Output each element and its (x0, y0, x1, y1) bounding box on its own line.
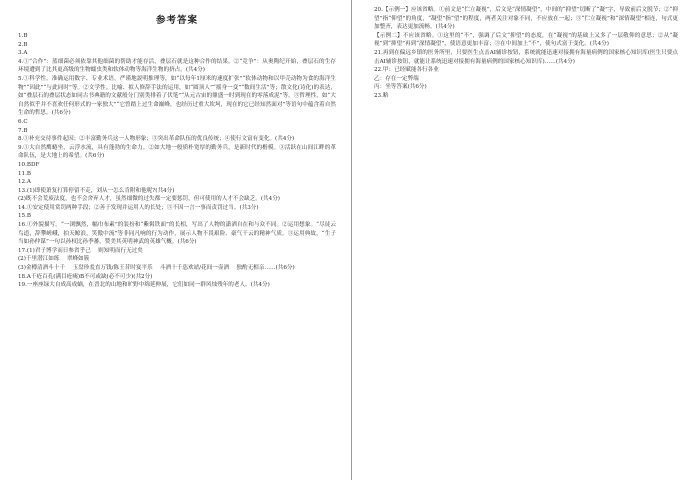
answer-item: 14.①安定使用赏罚两种手段；②善于发现并运用人的长处；③不因一言一事而责罚过当。(共3分) (18, 204, 259, 211)
answer-item: (2)既不会荒废法度，也不会舍弃人才，虽然细微的过失都一定要惩罚，但可使用的人才不会缺乏。(共4分) (18, 196, 280, 203)
answer-item: (2)千里潜江如练 翠峰如簇 (18, 256, 90, 263)
answer-item: 22.甲：已经赋能各行各业 (374, 67, 439, 74)
answer-item: 3.A (18, 50, 28, 57)
answer-item: 10.BDF (18, 161, 40, 168)
answer-item: 9.①大自然鹰蜷坐，云浮水流，具有蓬勃的生命力。②如大地一般质朴宽厚的勤务兵，是新时代的楷模。③活跃在山间江畔的革命队伍，是大地上的希望。(共6分) (18, 144, 336, 160)
answer-item: 1.B (18, 33, 28, 39)
answer-item: 11.B (18, 170, 32, 177)
answer-item: 8.①补充交待事件起因；②丰富勤务兵这一人物形象；③突出革命队伍的优良传统；④使行文富有变化。(共4分) (18, 136, 295, 143)
answer-item: 4.①“合作”：蓝细菌必须依靠其他细菌的帮助才能存活，叠层石就是这种合作的结果。②“竞争”：从奥陶纪开始，叠层石的生存环境遭到了比其更高级的生物蠕虫类和软体动物等海洋生物的挤占。(共4分) (18, 58, 336, 74)
answer-item: 7.B (18, 127, 28, 134)
answer-item: 丙：坐等答案(共6分) (374, 84, 427, 91)
answer-item: 2.B (18, 41, 28, 48)
answer-item: 17.(1)君子博学而日参省乎己 则知明而行无过矣 (18, 247, 143, 254)
answer-item: 20.【示例一】应该省略。①前文是“伫立凝视”，后文是“深情凝望”，中间的“抑望”切断了“凝”字，导致前后文脱节；②“抑望”指“仰望”的角度，“凝望”指“望”的程度，两者关注对象不同，不应放在一起；③“伫立凝视”和“深情凝望”相连，句式更加整齐，表达更加流畅。(共4分) (374, 7, 678, 31)
answer-item: 21.再到在偏远乡镇的医务所里，只要医生点击AI辅诊按钮，系统就能迅速对接拥有海量病例的国家核心知识库(医生只要点击AI辅诊按钮，就能让系统迅速对接拥有海量病例的国家核心知识库)……(共4分) (374, 49, 678, 65)
answer-item: 乙：存在一定弊端 (374, 75, 419, 82)
answer-item: 15.B (18, 213, 32, 220)
column-divider (351, 0, 352, 480)
left-column (18, 6, 336, 290)
answer-item: 12.A (18, 179, 31, 186)
answer-item: 6.C (18, 118, 28, 125)
answer-item: 23.略 (374, 92, 389, 99)
answer-item: 18.A千疮百孔(满目疮痍)B不可或缺(必不可少)(共2分) (18, 273, 153, 280)
answer-item: 16.①外貌描写。“一浏飘然，幅巾布素”的装扮和“紫髯铁面”的长相，写出了人物的潇洒自在和与众不同。②运用想象。“尽徒云鸟道，辞攀嵯峨，拍天鲸浪，笑傲中流”等非同凡响的行为动作，展示人物不畏艰险、豪气干云的精神气质。③运用典故，“生子当如孙仲谋”一句以孙权比孙季蕃，赞美其英明神武的英雄气概。(共6分) (18, 222, 336, 246)
answer-item: 5.①科学性。准确运用数字、专业术语，严谨地説明推理等，如“以每年1厘米的速度扩张”“软体动物和以甲壳动物为食的海洋生物”“因此”“与此同时”等。②文学性。比喻、拟人修辞手法的运用，如“圆顶人”“摇身一变”“数间生活”等；散文化(诗化)的表达，如“叠层石的叠层状态如同古书典籍的文献般分门别类排着了伏笔”“从元古宙的鼎盛一时到现在的零落成泥”等。③哲理性，如“大自然似乎并不喜欢任何形式的一家独大”“它曾踏上过生命巅峰，也经历过重大坎坷，现在的它已经知然面对”等语句中蕴含着自然生命的哲思。(共6分) (18, 75, 336, 117)
answer-item: 19.一座座绿大自成高成蜗，在晋北的山地和旷野中绵延伸展，它们如同一群风烛残年的老人。(共4分) (18, 282, 270, 289)
page-title: 参考答案 (155, 15, 198, 26)
right-column (374, 6, 678, 101)
answer-item: 【示例二】不应该省略。①这里的“不”，强调了后文“抑望”的态度，在“凝视”的基础上又多了一层敬仰的意思；②从“凝视”到“抑望”再到“深情凝望”，使语意更加丰富；③在中间加上“不”，使句式富于变化。(共4分) (374, 32, 678, 48)
answer-item: (3)金樽清酒斗十千 玉盘珍羞直万钱/陈王昔时宴平乐 斗酒十千恣欢谑/花间一壶酒 独酌无相亲……(共6分) (18, 265, 295, 272)
answer-item: 13.(1)即使萧复打算停留不走，刘从一怎么肯附和他呢?(共4分) (18, 187, 175, 194)
